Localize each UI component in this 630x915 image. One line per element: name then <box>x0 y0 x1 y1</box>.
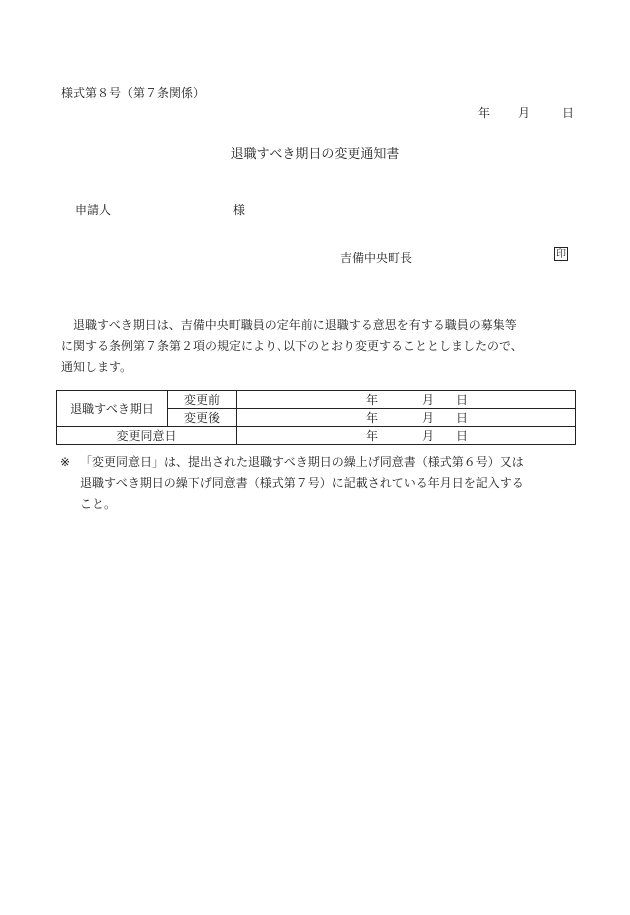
document-date <box>478 104 574 121</box>
note-text <box>80 452 580 515</box>
table-row <box>57 427 576 445</box>
after-change-label: 変更後 <box>168 409 237 427</box>
note-line: こと。 <box>80 497 117 511</box>
body-line: に関する条例第７条第２項の規定により､以下のとおり変更することとしましたので、 <box>61 339 523 353</box>
page-title: 退職すべき期日の変更通知書 <box>230 147 400 162</box>
before-change-date <box>237 391 576 409</box>
note-line: 「変更同意日」は、提出された退職すべき期日の繰上げ同意書（様式第６号）又は <box>80 455 524 469</box>
consent-date-label: 変更同意日 <box>57 427 237 445</box>
consent-date <box>237 427 576 445</box>
form-number: 様式第８号（第７条関係） <box>61 86 206 100</box>
day-label: 日 <box>455 429 468 443</box>
body-paragraph <box>61 315 581 378</box>
day-label: 日 <box>455 393 468 407</box>
after-change-date <box>237 409 576 427</box>
date-change-table <box>56 390 576 445</box>
issuer-name: 吉備中央町長 <box>340 251 413 265</box>
year-label: 年 <box>365 411 378 425</box>
month-label: 月 <box>421 393 434 407</box>
applicant-honorific: 様 <box>233 203 246 217</box>
date-day-label: 日 <box>562 106 575 120</box>
note-line: 退職すべき期日の繰下げ同意書（様式第７号）に記載されている年月日を記入する <box>80 476 524 490</box>
body-line: 通知します。 <box>61 360 133 374</box>
table-row <box>57 391 576 409</box>
applicant-label: 申請人 <box>75 203 112 217</box>
retirement-date-label: 退職すべき期日 <box>57 391 168 427</box>
date-month-label: 月 <box>518 106 531 120</box>
year-label: 年 <box>365 429 378 443</box>
day-label: 日 <box>455 411 468 425</box>
date-year-label: 年 <box>478 106 491 120</box>
body-line: 退職すべき期日は、吉備中央町職員の定年前に退職する意思を有する職員の募集等 <box>73 318 517 332</box>
before-change-label: 変更前 <box>168 391 237 409</box>
year-label: 年 <box>365 393 378 407</box>
seal-icon: 印 <box>556 249 566 260</box>
month-label: 月 <box>421 429 434 443</box>
month-label: 月 <box>421 411 434 425</box>
note-mark: ※ <box>60 455 71 469</box>
